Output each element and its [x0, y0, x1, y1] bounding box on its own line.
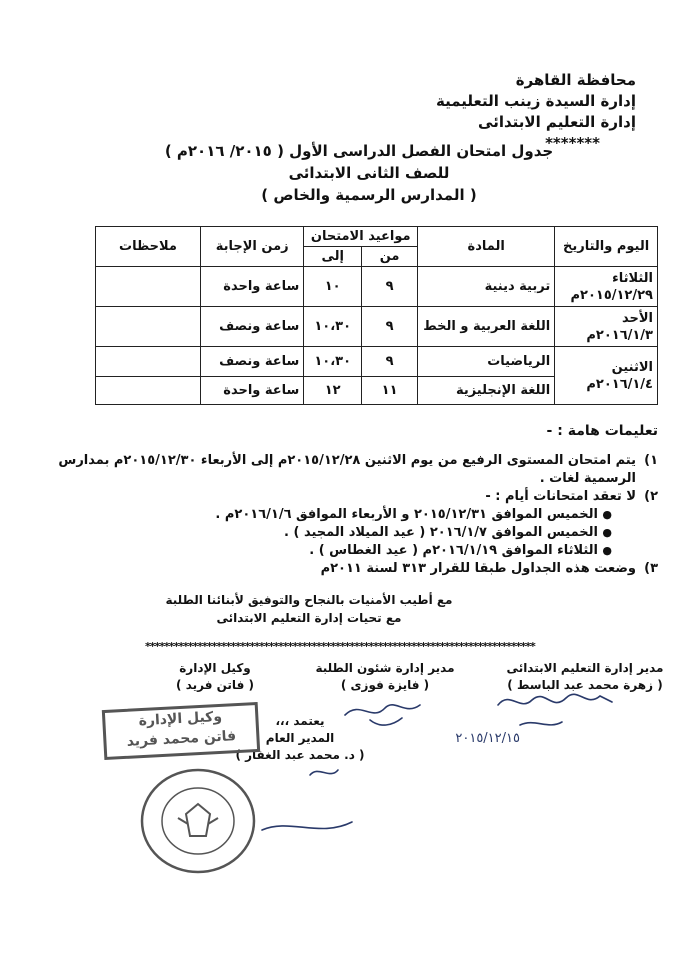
bullet-icon: ●: [602, 544, 612, 557]
signature-mark: [498, 694, 612, 705]
signature-mark: [262, 822, 352, 830]
bullet-icon: ●: [602, 508, 612, 521]
from-cell: ٩: [362, 347, 418, 377]
stamp-name: فاتن محمد فريد: [126, 728, 237, 750]
signature-name: ( د. محمد عبد الغفار ): [235, 748, 365, 762]
duration-cell: ساعة واحدة: [200, 377, 303, 405]
signature-mark: [310, 770, 338, 775]
item-text: يتم امتحان المستوى الرفيع من يوم الاثنين ٢٠١٥/١٢/٢٨م إلى الأربعاء ٢٠١٥/١٢/٣٠م بمدارس الرسمية لغات .: [58, 453, 636, 486]
duration-cell: ساعة ونصف: [200, 347, 303, 377]
round-seal: [138, 766, 258, 876]
header-subject: المادة: [418, 227, 555, 267]
from-cell: ٩: [362, 267, 418, 307]
subject-cell: تربية دينية: [418, 267, 555, 307]
signature-title: المدير العام: [265, 731, 335, 745]
stamp-title: وكيل الإدارة: [138, 708, 223, 730]
eagle-emblem-icon: [186, 804, 210, 836]
approve-label: يعتمد ،،،: [275, 714, 325, 728]
to-cell: ١٠: [304, 267, 362, 307]
item-text: الثلاثاء الموافق ٢٠١٦/١/١٩م ( عيد الغطاس ) .: [309, 543, 598, 558]
schools-subtitle: ( المدارس الرسمية والخاص ): [261, 186, 477, 204]
signature-name: ( زهرة محمد عبد الباسط ): [507, 678, 663, 692]
signature-title: مدير إدارة التعليم الابتدائى: [506, 661, 664, 675]
header-to: إلى: [304, 247, 362, 267]
subject-cell: الرياضيات: [418, 347, 555, 377]
signature-title: وكيل الإدارة: [179, 661, 251, 675]
date: ٢٠١٦/١/٣م: [586, 327, 653, 343]
from-cell: ٩: [362, 307, 418, 347]
item-text: الخميس الموافق ٢٠١٦/١/٧ ( عيد الميلاد المجيد ) .: [284, 525, 598, 540]
subject-cell: اللغة العربية و الخط: [418, 307, 555, 347]
item-text: لا تعقد امتحانات أيام : -: [485, 489, 636, 504]
bullet-icon: ●: [602, 526, 612, 539]
directorate-line: إدارة السيدة زينب التعليمية: [436, 92, 636, 110]
schedule-title: جدول امتحان الفصل الدراسى الأول ( ٢٠١٥/ ٢٠١٦م ): [164, 142, 554, 160]
date: ٢٠١٦/١/٤م: [586, 376, 653, 392]
signature-mark: [345, 705, 420, 715]
subject-cell: اللغة الإنجليزية: [418, 377, 555, 405]
signature-title: مدير إدارة شئون الطلبة: [315, 661, 455, 675]
deputy-stamp: [102, 702, 260, 760]
header-from: من: [362, 247, 418, 267]
from-cell: ١١: [362, 377, 418, 405]
item-number: ١): [644, 453, 658, 468]
governorate-line: محافظة القاهرة: [515, 71, 636, 89]
to-cell: ١٠،٣٠: [304, 347, 362, 377]
stars-separator: **********************************************************************************: [145, 640, 535, 653]
date: ٢٠١٥/١٢/٢٩م: [570, 287, 653, 303]
header-times: مواعيد الامتحان: [304, 227, 418, 247]
item-text: الخميس الموافق ٢٠١٥/١٢/٣١ و الأربعاء الموافق ٢٠١٦/١/٦م .: [215, 507, 598, 522]
instructions-heading: تعليمات هامة : -: [546, 423, 658, 439]
header-notes: ملاحظات: [96, 227, 201, 267]
signature-mark: [370, 718, 402, 725]
day: الأحد: [621, 310, 653, 326]
signature-mark: [520, 722, 562, 725]
signature-name: ( فايزة فوزى ): [340, 678, 430, 692]
stars-divider: *******: [545, 134, 600, 152]
item-text: وضعت هذه الجداول طبقا للقرار ٣١٣ لسنة ٢٠١١م: [320, 561, 636, 576]
handwritten-date: ٢٠١٥/١٢/١٥: [455, 731, 520, 746]
to-cell: ١٠،٣٠: [304, 307, 362, 347]
wish-line: مع أطيب الأمنيات بالنجاح والتوفيق لأبنائنا الطلبة: [165, 593, 453, 607]
day: الاثنين: [611, 359, 653, 375]
item-number: ٢): [644, 489, 658, 504]
regards-line: مع تحيات إدارة التعليم الابتدائى: [216, 611, 402, 625]
grade-subtitle: للصف الثانى الابتدائى: [288, 164, 450, 182]
header-duration: زمن الإجابة: [200, 227, 303, 267]
to-cell: ١٢: [304, 377, 362, 405]
signature-name: ( فاتن فريد ): [176, 678, 254, 692]
department-line: إدارة التعليم الابتدائى: [478, 113, 636, 131]
day: الثلاثاء: [612, 270, 653, 286]
duration-cell: ساعة واحدة: [200, 267, 303, 307]
duration-cell: ساعة ونصف: [200, 307, 303, 347]
header-day-date: اليوم والتاريخ: [555, 227, 658, 267]
item-number: ٣): [644, 561, 658, 576]
